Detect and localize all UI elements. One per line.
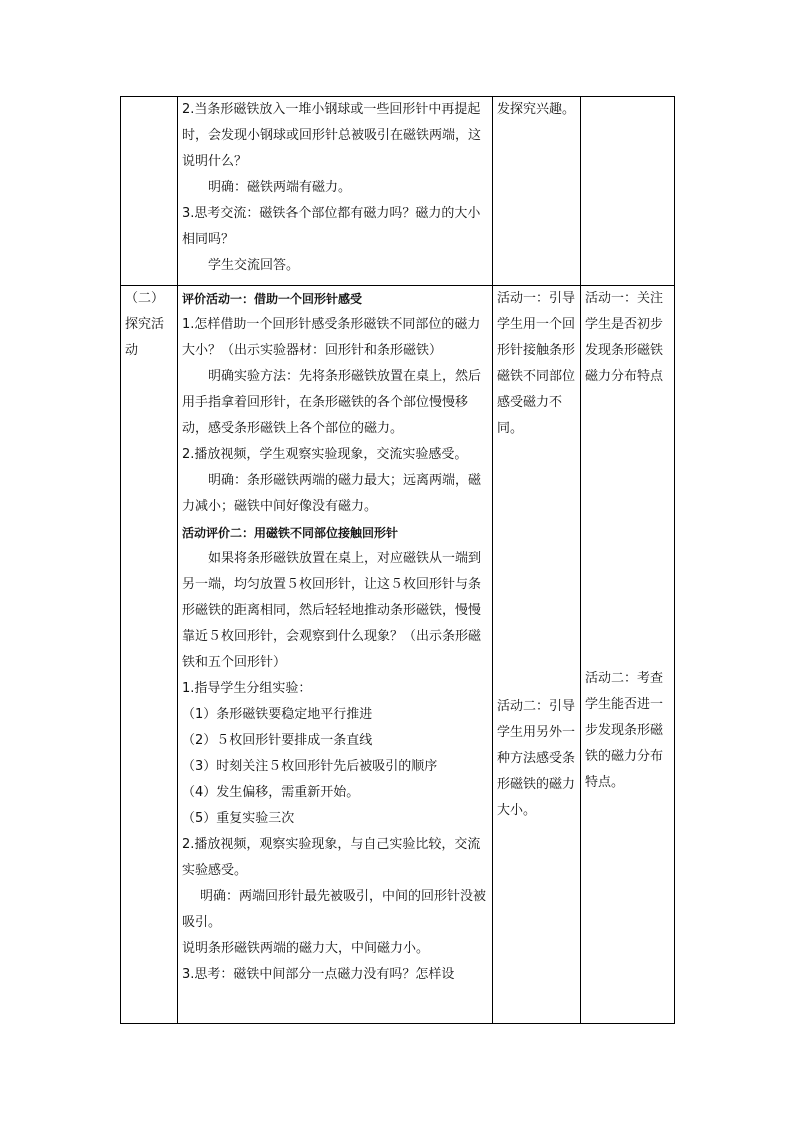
table-row <box>121 97 675 286</box>
paragraph: 明确实验方法：先将条形磁铁放置在桌上，然后用手指拿着回形针，在条形磁铁的各个部位慢慢移动，感受条形磁铁上各个部位的磁力。 <box>182 369 482 436</box>
table-row <box>121 286 675 1024</box>
eval-cell <box>581 286 675 1024</box>
paragraph: 2.播放视频，观察实验现象，与自己实验比较，交流实验感受。 <box>182 837 481 878</box>
lesson-plan-table <box>120 96 675 1024</box>
paragraph: 3.思考交流：磁铁各个部位都有磁力吗？磁力的大小相同吗？ <box>182 206 481 247</box>
eval-activity-two: 活动二：考查学生能否进一步发现条形磁铁的磁力分布特点。 <box>585 671 664 790</box>
intent-cell <box>493 286 581 1024</box>
paragraph: 3.思考：磁铁中间部分一点磁力没有吗？怎样设 <box>182 967 455 982</box>
activity-heading: 活动评价二：用磁铁不同部位接触回形针 <box>182 526 399 540</box>
paragraph: 学生交流回答。 <box>208 258 300 273</box>
activity-heading: 评价活动一：借助一个回形针感受 <box>182 292 363 306</box>
list-item: （5）重复实验三次 <box>182 811 295 826</box>
paragraph: 明确：磁铁两端有磁力。 <box>208 180 352 195</box>
list-item: （3）时刻关注５枚回形针先后被吸引的顺序 <box>182 759 438 774</box>
intent-cell: 发探究兴趣。 <box>493 97 581 286</box>
intent-activity-one: 活动一：引导学生用一个回形针接触条形磁铁不同部位感受磁力不同。 <box>497 291 576 436</box>
paragraph: 明确：两端回形针最先被吸引，中间的回形针没被吸引。 <box>182 889 487 930</box>
paragraph: 1.怎样借助一个回形针感受条形磁铁不同部位的磁力大小？（出示实验器材：回形针和条形磁铁） <box>182 317 481 358</box>
content-cell <box>178 286 493 1024</box>
stage-cell <box>121 97 178 286</box>
paragraph: 说明条形磁铁两端的磁力大，中间磁力小。 <box>182 941 430 956</box>
list-item: （4）发生偏移，需重新开始。 <box>182 785 360 800</box>
list-item: （1）条形磁铁要稳定地平行推进 <box>182 707 373 722</box>
paragraph: 2.当条形磁铁放入一堆小钢球或一些回形针中再提起时，会发现小钢球或回形针总被吸引在磁铁两端，这说明什么？ <box>182 102 482 169</box>
eval-cell <box>581 97 675 286</box>
eval-activity-one: 活动一：关注学生是否初步发现条形磁铁磁力分布特点 <box>585 291 664 384</box>
paragraph: 2.播放视频，学生观察实验现象，交流实验感受。 <box>182 447 468 462</box>
list-item: （2）５枚回形针要排成一条直线 <box>182 733 373 748</box>
intent-activity-two: 活动二：引导学生用另外一种方法感受条形磁铁的磁力大小。 <box>497 699 576 818</box>
content-cell <box>178 97 493 286</box>
stage-cell: （二）探究活动 <box>121 286 178 1024</box>
paragraph: 1.指导学生分组实验： <box>182 681 312 696</box>
paragraph: 如果将条形磁铁放置在桌上，对应磁铁从一端到另一端，均匀放置５枚回形针，让这５枚回形针与条形磁铁的距离相同，然后轻轻地推动条形磁铁，慢慢靠近５枚回形针，会观察到什么现象？（出示条形磁铁和五个回形针） <box>182 551 482 670</box>
paragraph: 明确：条形磁铁两端的磁力最大；远离两端，磁力减小；磁铁中间好像没有磁力。 <box>182 473 482 514</box>
